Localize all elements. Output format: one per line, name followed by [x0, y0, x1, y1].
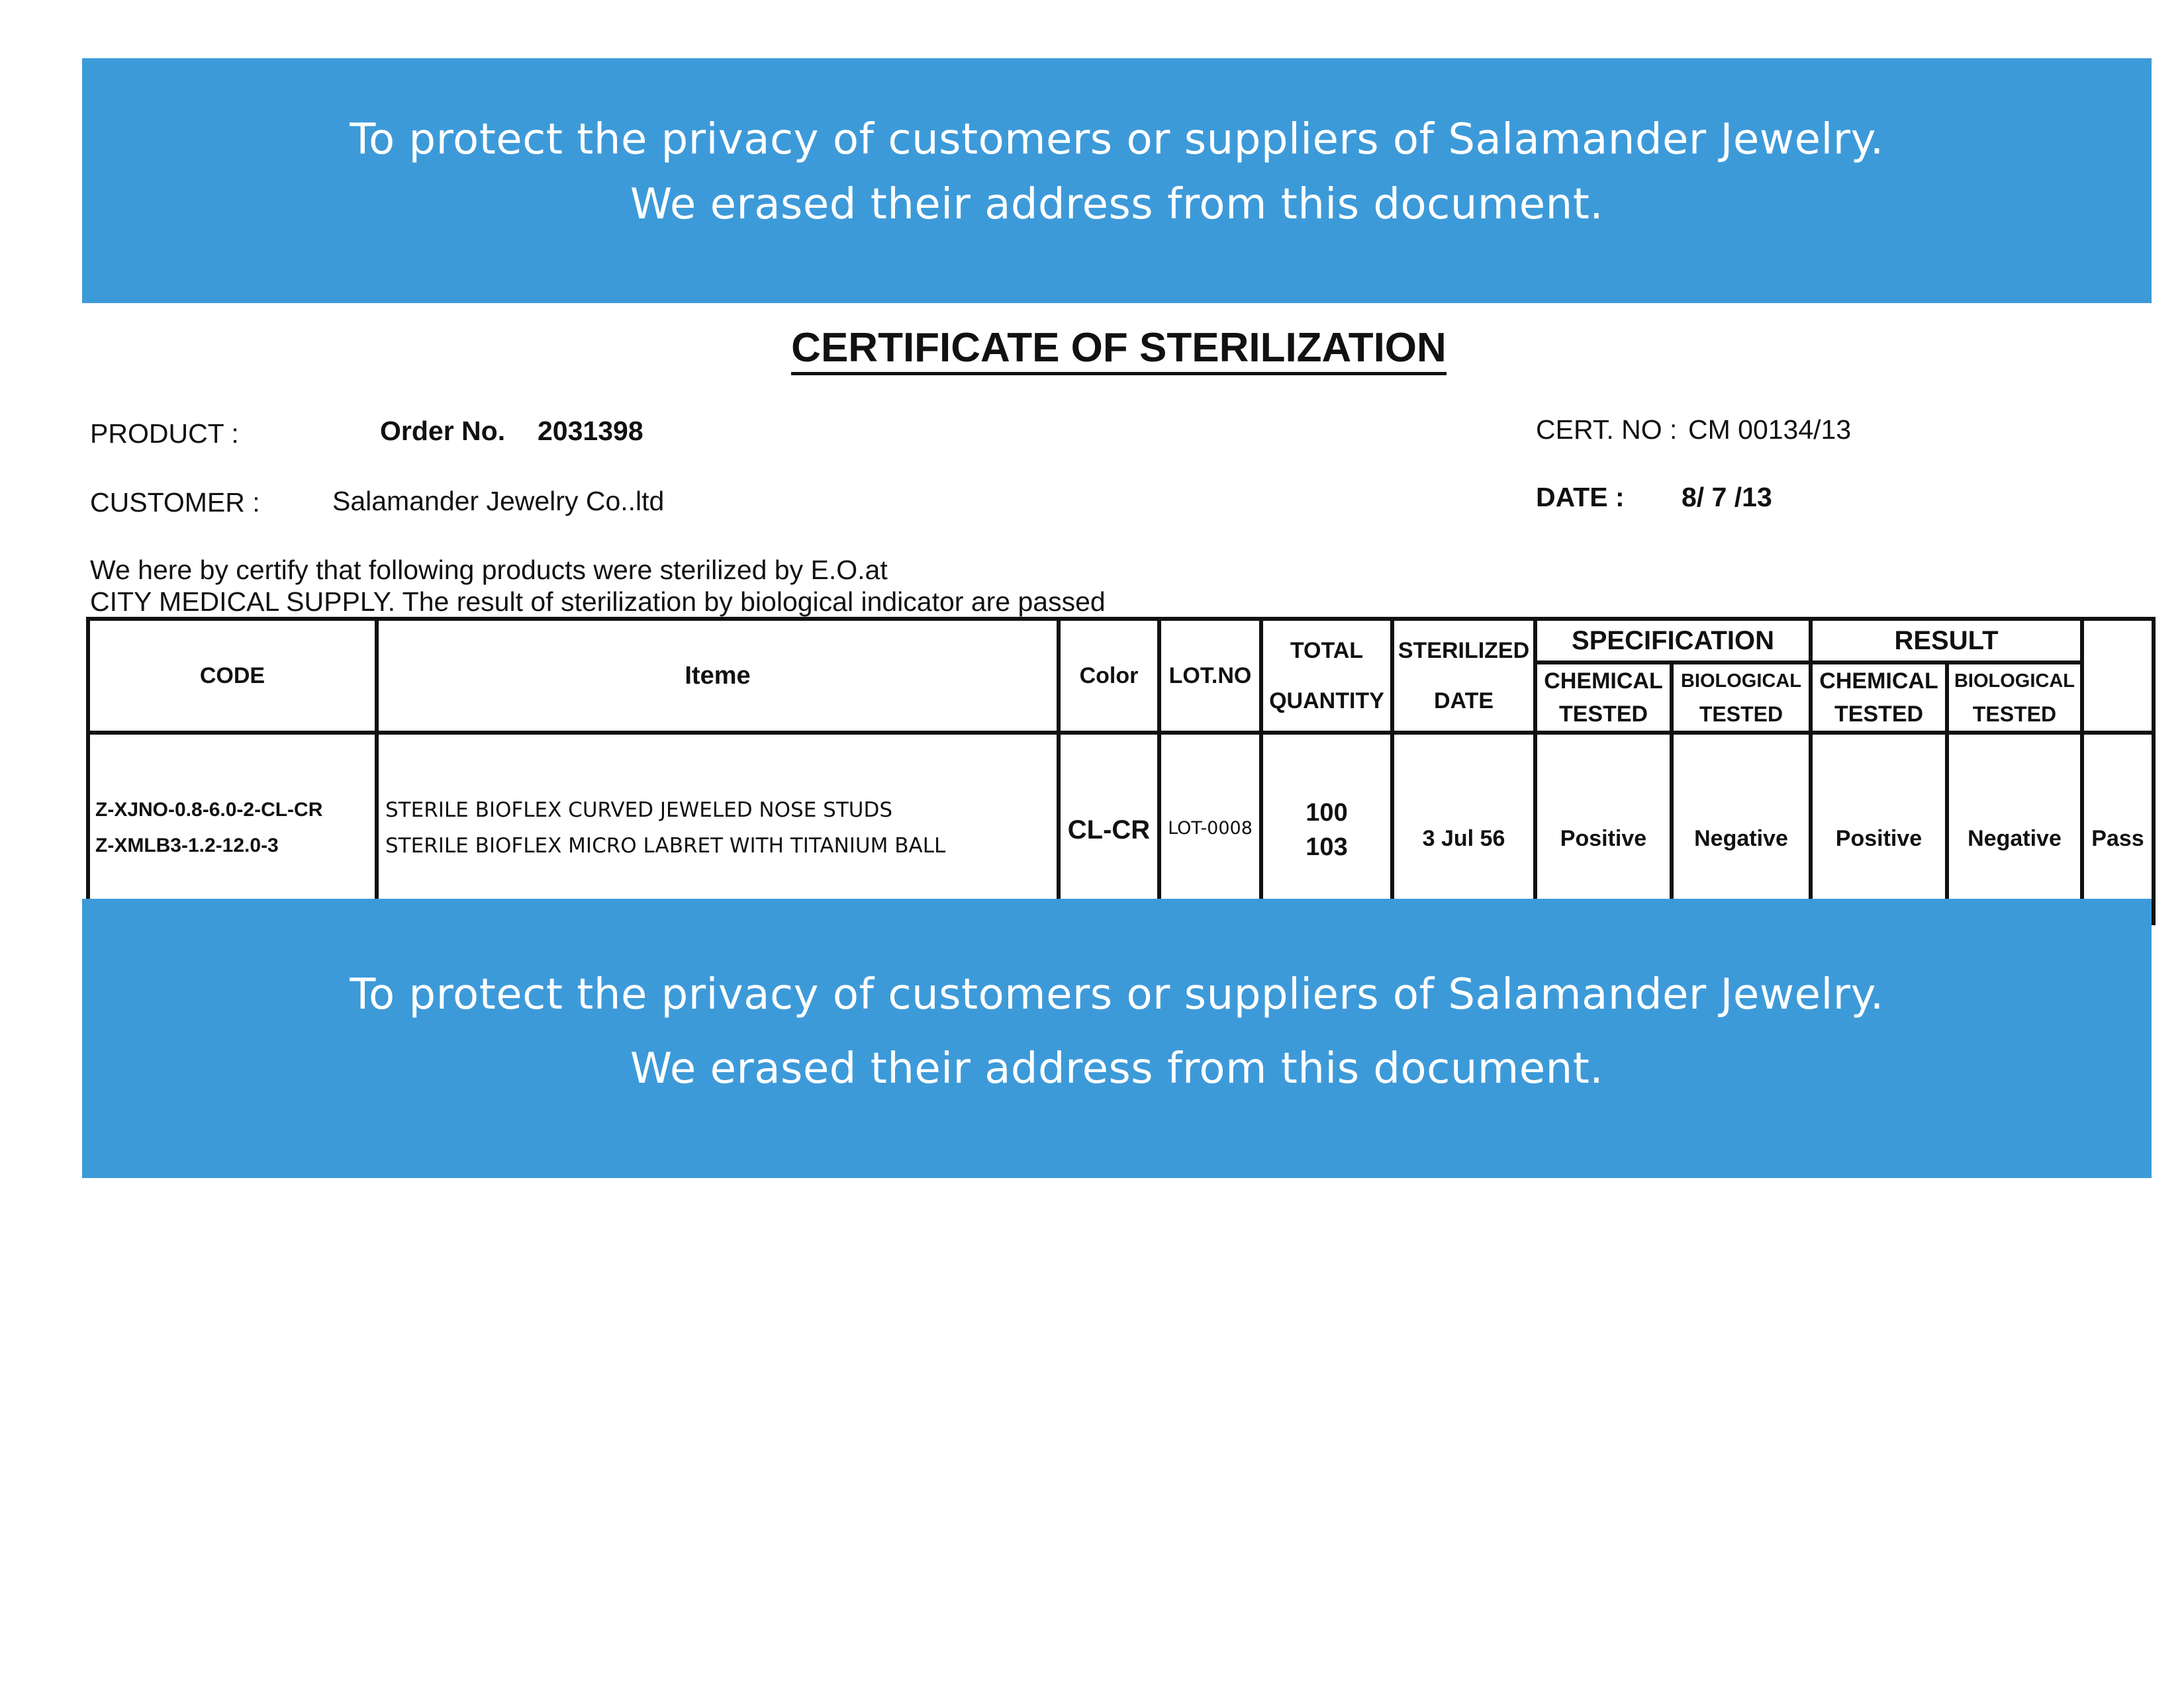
cell-item: [377, 733, 1059, 923]
cell-final-result: Pass: [2082, 733, 2154, 923]
date-value: 8/ 7 /13: [1682, 482, 1772, 512]
header-spec-chemical-top: CHEMICAL: [1544, 668, 1663, 694]
header-specification: SPECIFICATION: [1535, 619, 1811, 662]
header-result-chemical-top: CHEMICAL: [1819, 668, 1938, 694]
privacy-notice-line-2: We erased their address from this document.: [630, 180, 1604, 229]
statement-line-2: CITY MEDICAL SUPPLY. The result of sterilization by biological indicator are passed: [90, 586, 1106, 617]
customer-name: Salamander Jewelry Co..ltd: [332, 486, 665, 516]
header-lot: LOT.NO: [1159, 619, 1261, 733]
cert-number: CM 00134/13: [1688, 414, 1852, 445]
sterilization-table: [86, 617, 2156, 925]
code-2: Z-XMLB3-1.2-12.0-3: [95, 835, 279, 856]
quantity-2: 103: [1306, 833, 1348, 861]
header-sterilized-date-bottom: DATE: [1433, 688, 1494, 713]
cell-result-biological: Negative: [1947, 733, 2082, 923]
document-title: [0, 324, 2184, 371]
header-result-biological: [1947, 662, 2082, 733]
privacy-notice-line-2: We erased their address from this document.: [630, 1044, 1604, 1093]
header-item: Iteme: [377, 619, 1059, 733]
header-result-chemical: [1811, 662, 1947, 733]
code-1: Z-XJNO-0.8-6.0-2-CL-CR: [95, 799, 323, 821]
item-1: STERILE BIOFLEX CURVED JEWELED NOSE STUDS: [385, 798, 892, 822]
header-total-quantity: [1261, 619, 1392, 733]
header-spec-chemical-bottom: TESTED: [1558, 702, 1648, 727]
header-result-biological-top: BIOLOGICAL: [1954, 670, 2075, 692]
order-label: Order No.: [380, 416, 506, 446]
header-result-biological-bottom: TESTED: [1972, 702, 2057, 726]
item-2: STERILE BIOFLEX MICRO LABRET WITH TITANIUM BALL: [385, 834, 946, 858]
product-label: PRODUCT :: [90, 418, 239, 449]
privacy-notice-line-1: To protect the privacy of customers or suppliers of Salamander Jewelry.: [350, 970, 1884, 1019]
cell-color: CL-CR: [1059, 733, 1159, 923]
cell-sterilized-date: 3 Jul 56: [1392, 733, 1535, 923]
header-total-quantity-bottom: QUANTITY: [1269, 688, 1384, 713]
header-spec-biological: [1672, 662, 1811, 733]
statement-line-1: We here by certify that following products were sterilized by E.O.at: [90, 555, 888, 585]
date-label: DATE :: [1536, 482, 1625, 512]
header-spec-chemical: [1535, 662, 1672, 733]
cell-spec-biological: Negative: [1672, 733, 1811, 923]
header-final: [2082, 619, 2154, 733]
header-spec-biological-top: BIOLOGICAL: [1680, 670, 1802, 692]
header-spec-biological-bottom: TESTED: [1699, 702, 1783, 726]
header-code: CODE: [88, 619, 377, 733]
header-sterilized-date: [1392, 619, 1535, 733]
header-color: Color: [1059, 619, 1159, 733]
cell-result-chemical: Positive: [1811, 733, 1947, 923]
customer-label: CUSTOMER :: [90, 487, 260, 518]
table-row: [88, 733, 2154, 923]
cell-spec-chemical: Positive: [1535, 733, 1672, 923]
header-total-quantity-top: TOTAL: [1290, 638, 1364, 663]
privacy-notice-line-1: To protect the privacy of customers or suppliers of Salamander Jewelry.: [350, 115, 1884, 164]
quantity-1: 100: [1306, 799, 1348, 827]
header-sterilized-date-top: STERILIZED: [1398, 638, 1530, 663]
document-title-text: CERTIFICATE OF STERILIZATION: [791, 325, 1447, 375]
header-result: RESULT: [1811, 619, 2082, 662]
cell-lot: LOT-0008: [1159, 733, 1261, 923]
privacy-banner-bottom: [82, 899, 2152, 1178]
cell-quantity: [1261, 733, 1392, 923]
header-result-chemical-bottom: TESTED: [1834, 702, 1924, 727]
privacy-banner-top: [82, 58, 2152, 303]
order-number: 2031398: [538, 416, 643, 446]
cert-label: CERT. NO :: [1536, 414, 1678, 445]
cell-code: [88, 733, 377, 923]
